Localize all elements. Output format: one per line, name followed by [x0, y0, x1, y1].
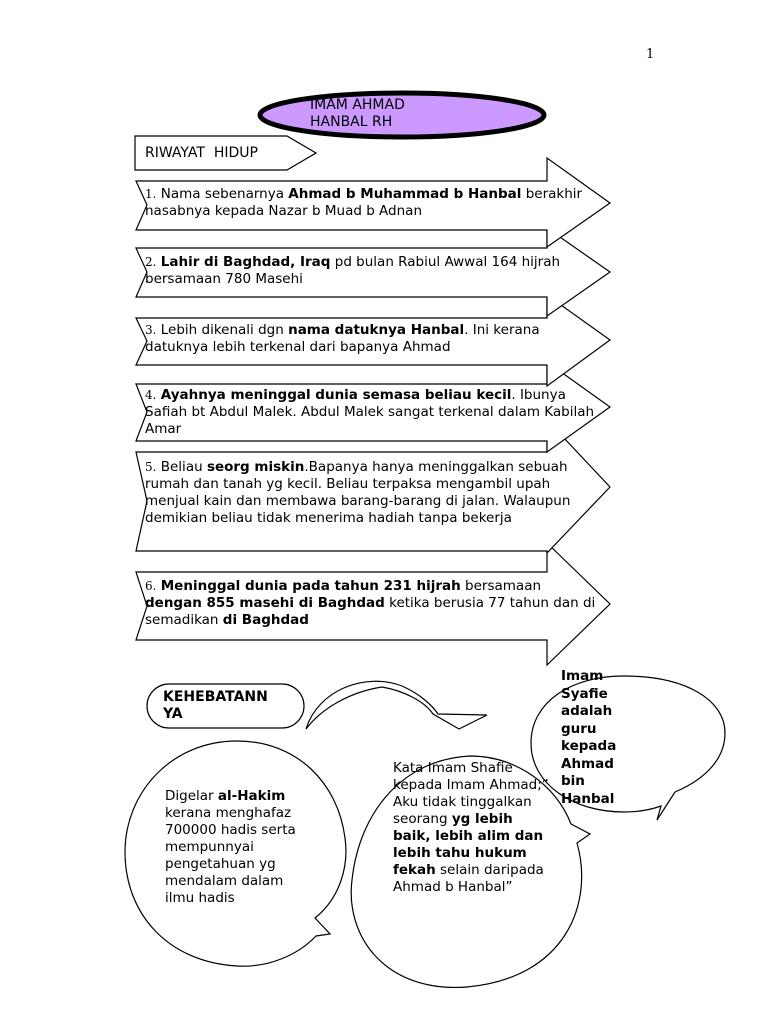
bold-run: yg lebih baik, lebih alim dan lebih tahu hukum fekah	[393, 811, 544, 878]
bubble-right-text: Imam Syafie adalah guru kepada Ahmad bin Hanbal	[561, 668, 617, 807]
text-run: selain daripada Ahmad b Hanbal”	[393, 862, 544, 895]
text-run: Kata Imam Shafie kepada Imam Ahmad;” Aku tidak tinggalkan seorang	[393, 760, 549, 827]
page-number: 1	[646, 47, 655, 62]
text-run: . Ini kerana datuknya lebih terkenal dari bapanya Ahmad	[145, 322, 540, 355]
item-number: 2.	[145, 255, 157, 269]
text-run: pd bulan Rabiul Awwal 164 hijrah bersamaan 780 Masehi	[145, 254, 561, 287]
item-number: 5.	[145, 460, 157, 474]
bold-run: di Baghdad	[222, 612, 309, 628]
item-6-text	[145, 578, 600, 629]
text-run: ketika berusia 77 tahun dan di semadikan	[145, 595, 596, 628]
text-run: Nama sebenarnya	[156, 186, 289, 202]
bold-run: seorg miskin	[206, 459, 305, 475]
bold-run: nama datuknya Hanbal	[288, 322, 465, 338]
text-run: Lebih dikenali dgn	[156, 322, 289, 338]
item-number: 4.	[145, 388, 157, 402]
text-run: .Bapanya hanya meninggalkan sebuah rumah dan tanah yg kecil. Beliau terpaksa mengambil upah menjual kain dan membawa barang-barang di jalan. Walaupun demikian beliau tidak menerima hadiah tanpa bekerja	[145, 459, 571, 526]
item-number: 6.	[145, 579, 157, 593]
bubble-left-text	[165, 788, 315, 907]
item-number: 1.	[145, 187, 157, 201]
bold-run: dengan 855 masehi di Baghdad	[145, 595, 385, 611]
item-3-text	[145, 322, 593, 356]
item-1-text	[145, 186, 585, 220]
item-2-text	[145, 254, 575, 288]
text-run: Digelar	[165, 788, 218, 804]
bubble-middle-text	[393, 760, 553, 896]
curved-arrow	[306, 681, 487, 729]
kehebatan-label: KEHEBATANN YA	[163, 689, 268, 722]
item-4-text	[145, 387, 597, 438]
text-run: kerana menghafaz 700000 hadis serta mempunnyai pengetahuan yg mendalam dalam ilmu hadis	[165, 805, 296, 906]
section-title: RIWAYAT HIDUP	[145, 145, 258, 161]
bold-run: Ayahnya meninggal dunia semasa beliau kecil	[160, 387, 512, 403]
text-run: . Ibunya Safiah bt Abdul Malek. Abdul Malek sangat terkenal dalam Kabilah Amar	[145, 387, 595, 437]
text-run: Beliau	[156, 459, 207, 475]
bold-run: Meninggal dunia pada tahun 231 hijrah	[160, 578, 461, 594]
bold-run: Lahir di Baghdad, Iraq	[160, 254, 331, 270]
text-run: berakhir nasabnya kepada Nazar b Muad b Adnan	[145, 186, 583, 219]
text-run: bersamaan	[460, 578, 542, 594]
bold-run: Ahmad b Muhammad b Hanbal	[288, 186, 522, 202]
item-number: 3.	[145, 323, 157, 337]
page-title: IMAM AHMAD HANBAL RH	[310, 97, 405, 130]
bold-run: al-Hakim	[217, 788, 286, 804]
item-5-text	[145, 459, 597, 527]
